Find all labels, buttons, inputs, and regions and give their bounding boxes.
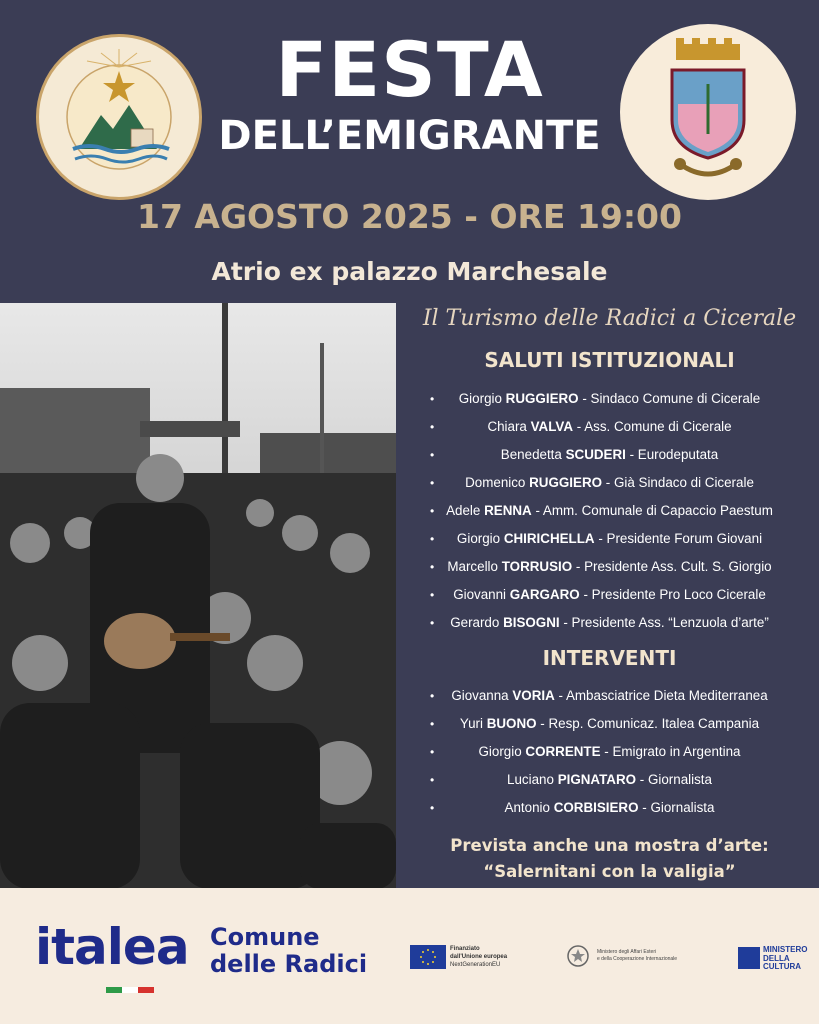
eu-funding-text: [450, 945, 507, 969]
list-item: • Antonio CORBISIERO - Giornalista: [430, 800, 715, 815]
eu-line3: NextGenerationEU: [450, 962, 501, 968]
event-title-line2: DELL’EMIGRANTE: [218, 113, 601, 159]
maeci-text: [597, 949, 677, 963]
list-item: • Giorgio RUGGIERO - Sindaco Comune di Cicerale: [430, 391, 761, 406]
eu-flag-icon: [410, 945, 446, 969]
list-item: • Adele RENNA - Amm. Comunale di Capaccio Paestum: [430, 503, 773, 518]
maeci-line2: e della Cooperazione Internazionale: [597, 956, 678, 962]
maeci-line1: Ministero degli Affari Esteri: [597, 949, 657, 955]
list-item: • Gerardo BISOGNI - Presidente Ass. “Lenzuola d’arte”: [430, 615, 769, 630]
list-item: • Marcello TORRUSIO - Presidente Ass. Cult. S. Giorgio: [430, 559, 772, 574]
ministero-cultura-text: [763, 946, 807, 972]
art-exhibition-note: [400, 833, 819, 885]
cultura-line3: CULTURA: [763, 962, 802, 971]
list-item: • Giovanni GARGARO - Presidente Pro Loco Cicerale: [430, 587, 766, 602]
emigrants-historic-photo: [0, 303, 396, 889]
photo-illustration: [0, 303, 396, 889]
mostra-line2: “Salernitani con la valigia”: [483, 862, 736, 881]
list-item: • Giovanna VORIA - Ambasciatrice Dieta Mediterranea: [430, 688, 768, 703]
event-title-line1: FESTA: [275, 25, 544, 114]
list-item: • Yuri BUONO - Resp. Comunicaz. Italea Campania: [430, 716, 760, 731]
event-date-time: 17 AGOSTO 2025 - ORE 19:00: [137, 197, 682, 236]
list-item: • Benedetta SCUDERI - Eurodeputata: [430, 447, 719, 462]
eu-line1: Finanziato: [450, 946, 480, 952]
cultura-line2: DELLA: [763, 953, 790, 963]
list-item: • Giorgio CORRENTE - Emigrato in Argentina: [430, 744, 741, 759]
italian-republic-emblem-icon: [566, 944, 590, 970]
eu-line2: dall'Unione europea: [450, 954, 508, 960]
saluti-heading: SALUTI ISTITUZIONALI: [484, 348, 735, 372]
list-item: • Luciano PIGNATARO - Giornalista: [430, 772, 712, 787]
list-item: • Giorgio CHIRICHELLA - Presidente Forum Giovani: [430, 531, 763, 546]
italian-flag-icon: [106, 987, 154, 993]
mostra-line1: Prevista anche una mostra d’arte:: [450, 836, 769, 855]
event-venue: Atrio ex palazzo Marchesale: [211, 257, 608, 286]
list-item: • Domenico RUGGIERO - Già Sindaco di Cicerale: [430, 475, 754, 490]
interventi-heading: INTERVENTI: [542, 646, 677, 670]
cultura-line1: MINISTERO: [763, 945, 808, 954]
list-item: • Chiara VALVA - Ass. Comune di Cicerale: [430, 419, 732, 434]
comune-line2: delle Radici: [210, 950, 368, 978]
ministero-cultura-icon: [738, 947, 760, 969]
italea-logo: italea: [35, 918, 189, 976]
comune-delle-radici-logo: [210, 924, 367, 978]
comune-line1: Comune: [210, 923, 320, 951]
tagline: Il Turismo delle Radici a Cicerale: [422, 306, 797, 331]
